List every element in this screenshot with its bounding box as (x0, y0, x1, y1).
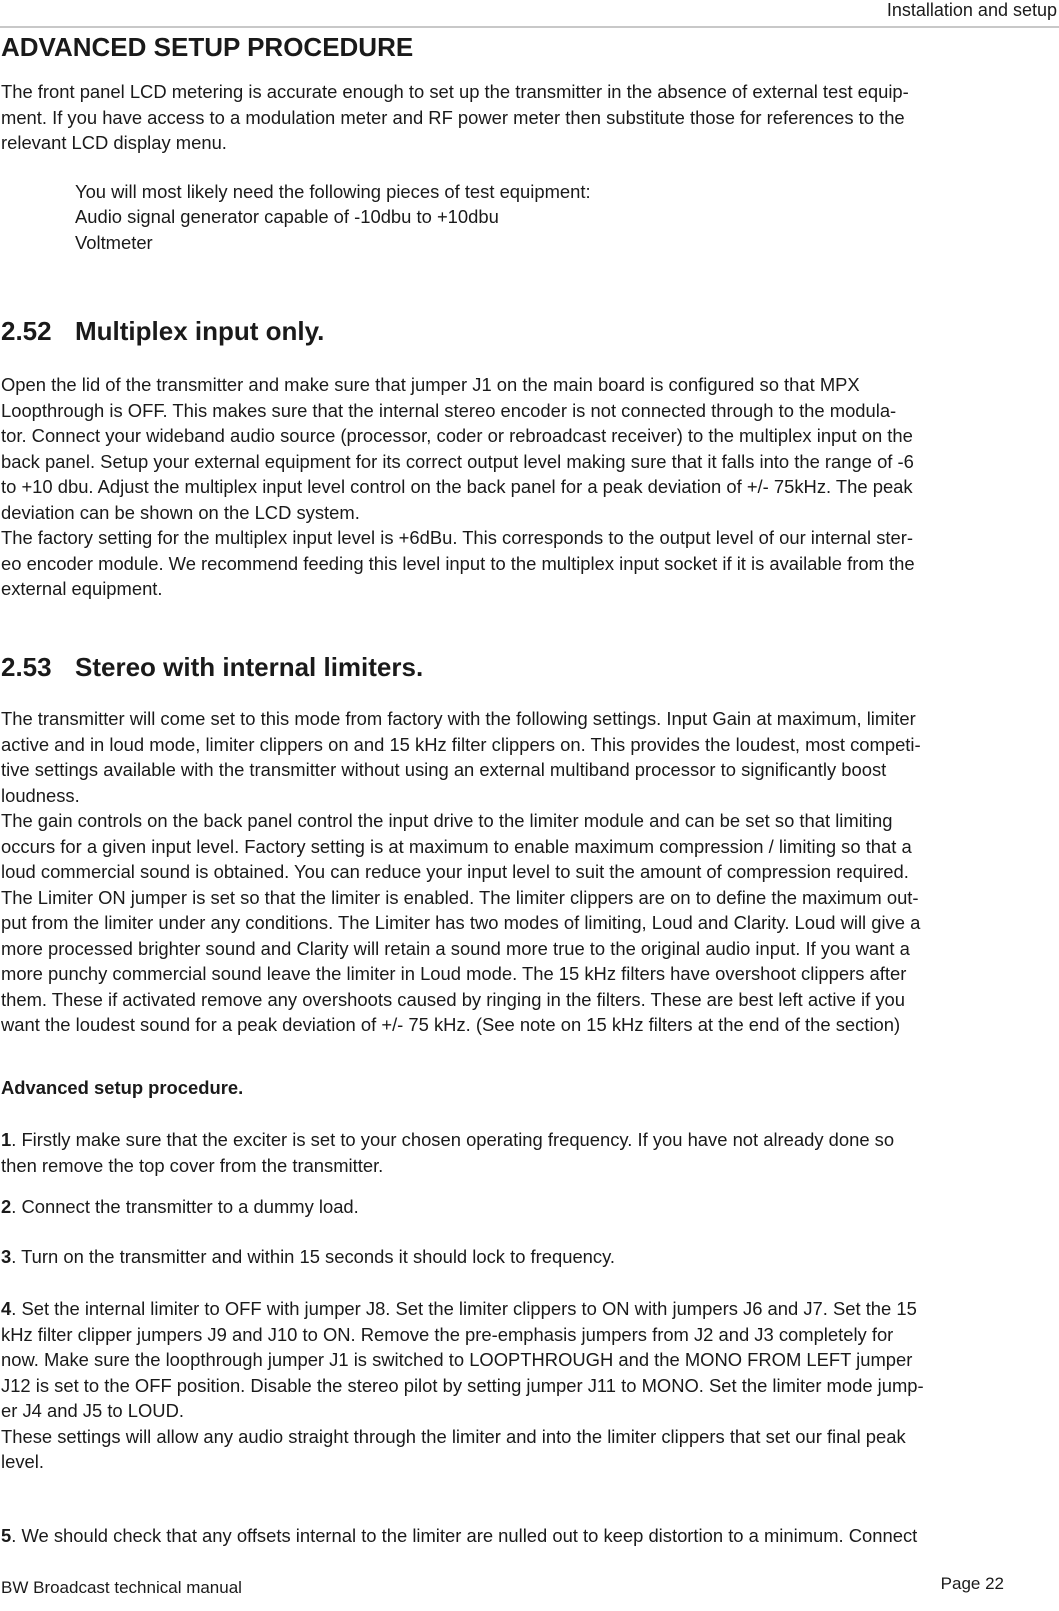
step-number: 4 (1, 1298, 12, 1319)
text-line: These settings will allow any audio straight through the limiter and into the limiter clippers that set our final peak (1, 1425, 906, 1447)
text-line: The Limiter ON jumper is set so that the limiter is enabled. The limiter clippers are on to define the maximum out- (1, 886, 919, 908)
text-line: eo encoder module. We recommend feeding this level input to the multiplex input socket if it is available from the (1, 552, 915, 574)
text-line: to +10 dbu. Adjust the multiplex input level control on the back panel for a peak deviation of +/- 75kHz. The peak (1, 476, 913, 497)
text-line: relevant LCD display menu. (1, 132, 227, 153)
text-line: back panel. Setup your external equipment for its correct output level making sure that it falls into the range of -6 (1, 450, 914, 472)
text-line: J12 is set to the OFF position. Disable the stereo pilot by setting jumper J11 to MONO. Set the limiter mode jump- (1, 1374, 924, 1396)
text-line: ment. If you have access to a modulation meter and RF power meter then substitute those for references to the (1, 106, 905, 128)
intro-paragraph (1, 79, 1055, 156)
footer-page-number: Page 22 (940, 1574, 1004, 1593)
text-line: loudness. (1, 784, 80, 806)
text-line: tive settings available with the transmitter without using an external multiband processor to significantly boost (1, 759, 887, 780)
step-number: 5 (1, 1525, 12, 1546)
section-title: Stereo with internal limiters. (75, 652, 424, 682)
step-text: . Connect the transmitter to a dummy load. (11, 1196, 359, 1217)
section-number: 2.53 (1, 652, 52, 682)
text-line: loud commercial sound is obtained. You can reduce your input level to suit the amount of compression required. (1, 861, 909, 882)
text-line: The transmitter will come set to this mode from factory with the following settings. Input Gain at maximum, limiter (1, 708, 916, 729)
page-title: ADVANCED SETUP PROCEDURE (1, 32, 414, 62)
advanced-setup-heading: Advanced setup procedure. (1, 1077, 244, 1098)
section-title: Multiplex input only. (75, 316, 325, 346)
text-line: put from the limiter under any conditions. The Limiter has two modes of limiting, Loud and Clarity. Loud will give a (1, 912, 921, 933)
step-4 (1, 1296, 1055, 1475)
section-number: 2.52 (1, 316, 52, 346)
list-item: Voltmeter (75, 231, 153, 253)
text-line (1, 1194, 1055, 1220)
text-line: Open the lid of the transmitter and make sure that jumper J1 on the main board is configured so that MPX (1, 374, 860, 395)
text-line: The front panel LCD metering is accurate enough to set up the transmitter in the absence of external test equip- (1, 81, 909, 102)
text-line: The factory setting for the multiplex input level is +6dBu. This corresponds to the output level of our internal ster- (1, 527, 914, 548)
text-line (1, 1296, 1055, 1322)
text-line: active and in loud mode, limiter clippers on and 15 kHz filter clippers on. This provides the loudest, most competi- (1, 733, 921, 755)
text-line: occurs for a given input level. Factory setting is at maximum to enable maximum compression / limiting so that a (1, 835, 912, 857)
section-heading-2-52 (1, 315, 324, 347)
text-line: er J4 and J5 to LOUD. (1, 1400, 184, 1421)
text-line: kHz filter clipper jumpers J9 and J10 to ON. Remove the pre-emphasis jumpers from J2 and J3 completely for (1, 1323, 894, 1345)
text-line: level. (1, 1451, 44, 1472)
section-2-52-body (1, 372, 1055, 602)
text-line: tor. Connect your wideband audio source (processor, coder or rebroadcast receiver) to the multiplex input on the (1, 425, 913, 446)
text-line: Loopthrough is OFF. This makes sure that the internal stereo encoder is not connected through to the modula- (1, 399, 897, 421)
step-number: 2 (1, 1196, 12, 1217)
step-text: . Firstly make sure that the exciter is set to your chosen operating frequency. If you have not already done so (11, 1129, 895, 1150)
text-line: deviation can be shown on the LCD system. (1, 501, 360, 523)
section-2-53-body (1, 706, 1055, 1038)
text-line: then remove the top cover from the transmitter. (1, 1154, 384, 1176)
header-divider (0, 26, 1059, 28)
step-number: 3 (1, 1246, 12, 1267)
text-line (1, 1523, 1055, 1549)
footer-manual-name: BW Broadcast technical manual (1, 1578, 242, 1597)
list-item: Audio signal generator capable of -10dbu to +10dbu (75, 206, 499, 228)
text-line: more punchy commercial sound leave the limiter in Loud mode. The 15 kHz filters have overshoot clippers after (1, 963, 907, 984)
text-line: The gain controls on the back panel control the input drive to the limiter module and can be set so that limiting (1, 810, 893, 831)
equipment-list (75, 179, 591, 255)
step-number: 1 (1, 1129, 12, 1150)
step-1 (1, 1127, 1055, 1178)
step-text: . Set the internal limiter to OFF with jumper J8. Set the limiter clippers to ON with jumpers J6 and J7. Set the 15 (11, 1298, 917, 1319)
step-2 (1, 1194, 1055, 1220)
text-line: external equipment. (1, 578, 163, 599)
running-header: Installation and setup (886, 0, 1057, 20)
text-line: want the loudest sound for a peak deviation of +/- 75 kHz. (See note on 15 kHz filters at the end of the section) (1, 1014, 901, 1035)
step-text: . We should check that any offsets internal to the limiter are nulled out to keep distortion to a minimum. Connect (11, 1525, 918, 1546)
step-3 (1, 1244, 1055, 1270)
list-item: You will most likely need the following pieces of test equipment: (75, 181, 591, 202)
step-text: . Turn on the transmitter and within 15 seconds it should lock to frequency. (11, 1246, 616, 1267)
text-line: more processed brighter sound and Clarity will retain a sound more true to the original audio input. If you want a (1, 937, 910, 959)
section-heading-2-53 (1, 651, 423, 683)
text-line (1, 1127, 1055, 1153)
step-5 (1, 1523, 1055, 1549)
text-line (1, 1244, 1055, 1270)
text-line: them. These if activated remove any overshoots caused by ringing in the filters. These are best left active if you (1, 988, 905, 1010)
text-line: now. Make sure the loopthrough jumper J1 is switched to LOOPTHROUGH and the MONO FROM LEFT jumper (1, 1349, 913, 1370)
